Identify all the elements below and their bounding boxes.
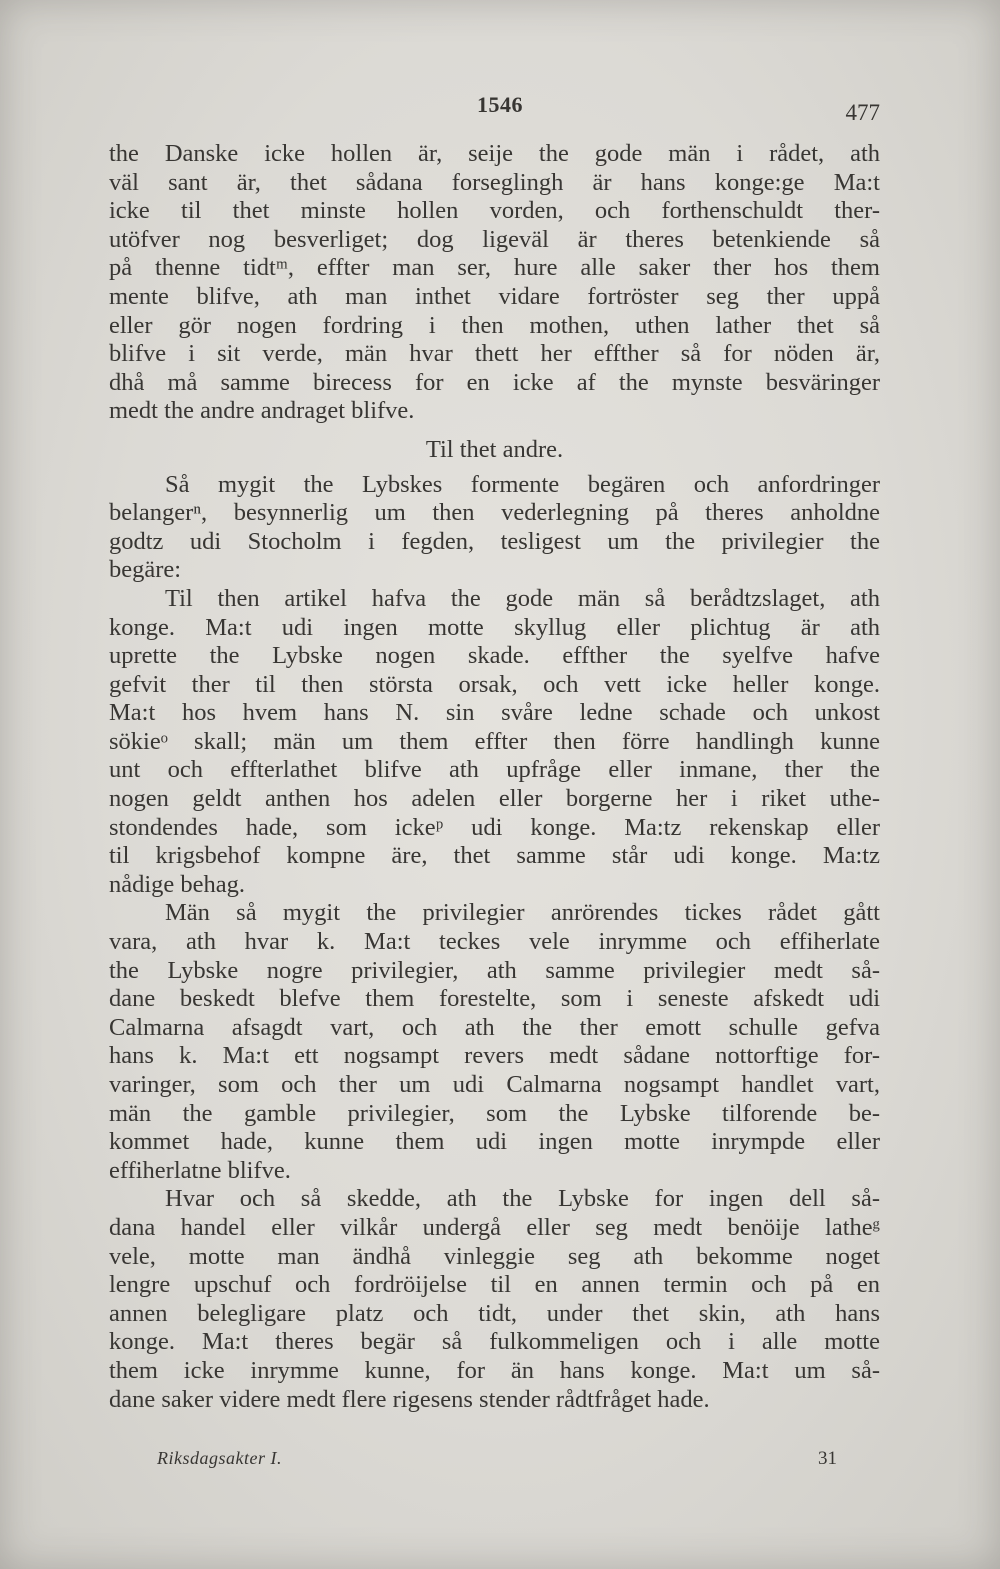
text-line: väl sant är, thet sådana forseglingh är hans konge:ge Ma:t [109,168,880,196]
text-line: utöfver nog besverliget; dog ligeväl är theres betenkiende så [109,225,880,253]
text-line: dane saker videre medt flere rigesens stender rådtfråget hade. [109,1385,710,1413]
text-line: icke til thet minste hollen vorden, och forthenschuldt ther- [109,197,880,225]
text-line: Calmarna afsagdt vart, och ath the ther emott schulle gefva [109,1013,880,1041]
text-line: Til then artikel hafva the gode män så berådtzslaget, ath [165,584,880,612]
text-line: konge. Ma:t udi ingen motte skyllug eller plichtug är ath [109,613,880,641]
page-year-header: 1546 [477,92,523,117]
text-line: Hvar och så skedde, ath the Lybske for ingen dell så- [165,1185,880,1213]
body-text [109,140,880,1414]
text-line: sökieᵒ skall; män um them effter then förre handlingh kunne [109,727,880,755]
text-line: til krigsbehof kompne äre, thet samme står udi konge. Ma:tz [109,842,880,870]
text-line: begäre: [109,556,182,584]
text-line: nogen geldt anthen hos adelen eller borgerne her i riket uthe- [109,785,880,813]
text-line: the Danske icke hollen är, seije the gode män i rådet, ath [109,140,880,167]
text-line: nådige behag. [109,870,246,898]
text-line: them icke inrymme kunne, for än hans konge. Ma:t um så- [109,1356,880,1384]
text-line: unt och effterlathet blifve ath upfråge eller inmane, ther the [109,756,880,784]
text-line: annen belegligare platz och tidt, under thet skin, ath hans [109,1299,880,1327]
text-line: dana handel eller vilkår undergå eller seg medt benöije latheᵍ [109,1213,880,1241]
text-line: belangerⁿ, besynnerlig um then vederlegning på theres anholdne [109,499,880,527]
text-line: mente blifve, ath man inthet vidare fortröster seg ther uppå [109,282,880,310]
text-line: lengre upschuf och fordröijelse til en annen termin och på en [109,1271,880,1299]
text-line: medt the andre andraget blifve. [109,397,415,425]
text-line: stondendes hade, som ickeᵖ udi konge. Ma:tz rekenskap eller [109,813,880,841]
text-line: varinger, som och ther um udi Calmarna nogsampt handlet vart, [109,1071,880,1098]
text-line: godtz udi Stocholm i fegden, tesligest um the privilegier the [109,527,880,555]
text-line: uprette the Lybske nogen skade. effther the syelfve hafve [109,642,880,670]
text-line: the Lybske nogre privilegier, ath samme privilegier medt så- [109,956,880,984]
text-line: Ma:t hos hvem hans N. sin svåre ledne schade och unkost [109,699,880,727]
text-line: Män så mygit the privilegier anrörendes tickes rådet gått [165,899,880,927]
text-line: gefvit ther til then största orsak, och vett icke heller konge. [109,670,880,698]
footer-signature-mark: 31 [818,1448,837,1469]
text-line: dane beskedt blefve them forestelte, som i seneste afskedt udi [109,985,880,1013]
text-line: på thenne tidtᵐ, effter man ser, hure alle saker ther hos them [109,254,880,282]
page-number: 477 [845,100,880,125]
text-line: vele, motte man ändhå vinleggie seg ath bekomme noget [109,1242,880,1270]
section-heading: Til thet andre. [425,435,564,463]
text-line: kommet hade, kunne them udi ingen motte inrympde eller [109,1128,880,1156]
text-line: konge. Ma:t theres begär så fulkommeligen och i alle motte [109,1328,880,1356]
text-line: vara, ath hvar k. Ma:t teckes vele inrymme och effiherlate [109,928,880,956]
text-line: män the gamble privilegier, som the Lybske tilforende be- [109,1099,880,1127]
text-line: effiherlatne blifve. [109,1156,291,1184]
text-line: hans k. Ma:t ett nogsampt revers medt sådane nottorftige for- [109,1042,880,1070]
text-line: dhå må samme birecess for en icke af the mynste besväringer [109,368,880,396]
text-line: blifve i sit verde, män hvar thett her effther så for nöden är, [109,340,880,368]
footer-source-title: Riksdagsakter I. [157,1448,282,1468]
text-line: Så mygit the Lybskes formente begären och anfordringer [165,470,880,498]
text-line: eller gör nogen fordring i then mothen, uthen lather thet så [109,311,880,339]
